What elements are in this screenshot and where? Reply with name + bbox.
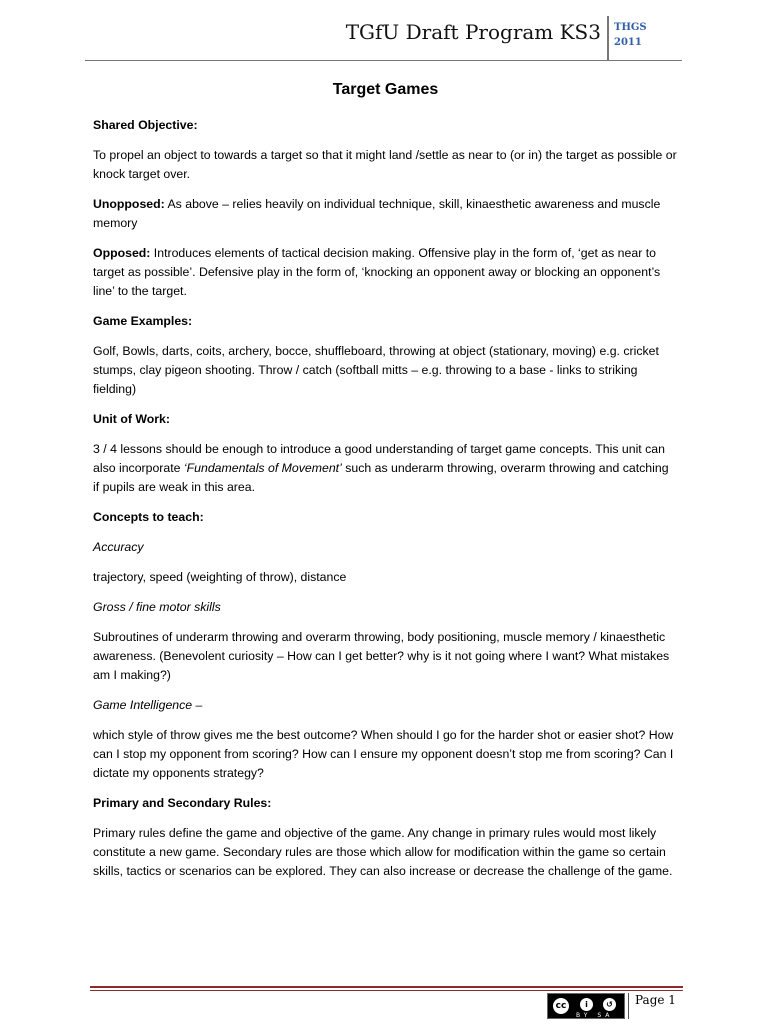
attribution-icon: i — [578, 996, 595, 1013]
header-divider — [607, 16, 609, 60]
opposed-paragraph — [93, 244, 678, 301]
unopposed-paragraph — [93, 195, 678, 233]
header-badge — [614, 20, 647, 50]
unit-of-work-text-before: 3 / 4 lessons should be enough to introduce a good understanding of target game concepts. This unit can also incorporate — [93, 442, 665, 475]
rules-text: Primary rules define the game and objective of the game. Any change in primary rules would most likely constitute a new game. Secondary rules are those which allow for modification within the game so certain skills, tactics or scenarios can be explored. They can also increase or decrease the challenge of the game. — [93, 826, 673, 878]
shared-objective-heading: Shared Objective: — [93, 118, 198, 132]
game-examples-text: Golf, Bowls, darts, coits, archery, bocce, shuffleboard, throwing at object (stationary, moving) e.g. cricket stumps, clay pigeon shooting. Throw / catch (softball mitts – e.g. throwing to a base - links to striking fielding) — [93, 344, 659, 396]
concepts-heading: Concepts to teach: — [93, 510, 204, 524]
shared-objective-text: To propel an object to towards a target so that it might land /settle as near to (or in) the target as possible or knock target over. — [93, 148, 677, 181]
creative-commons-by-sa-icon — [547, 993, 625, 1019]
header-rule — [85, 60, 682, 61]
game-intelligence-label: Game Intelligence – — [93, 698, 203, 712]
unit-of-work-heading: Unit of Work: — [93, 412, 170, 426]
accuracy-text: trajectory, speed (weighting of throw), distance — [93, 570, 347, 584]
rules-heading: Primary and Secondary Rules: — [93, 796, 272, 810]
footer-rule-thick — [90, 986, 683, 988]
license-label: BY SA — [576, 1012, 614, 1019]
motor-skills-label: Gross / fine motor skills — [93, 600, 221, 614]
header-badge-line2: 2011 — [614, 37, 642, 48]
unit-of-work-paragraph — [93, 440, 678, 497]
unopposed-text: As above – relies heavily on individual technique, skill, kinaesthetic awareness and muscle memory — [93, 197, 661, 230]
unit-of-work-text-after: such as underarm throwing, overarm throwing and catching if pupils are weak in this area. — [93, 461, 669, 494]
fundamentals-of-movement-term: ‘Fundamentals of Movement’ — [183, 461, 342, 475]
opposed-text: Introduces elements of tactical decision making. Offensive play in the form of, ‘get as near to target as possible’. Defensive play in the form of, ‘knocking an opponent away or blocking an opponent’s line’ to the target. — [93, 246, 661, 298]
game-examples-heading: Game Examples: — [93, 314, 193, 328]
footer-rule-thin — [90, 990, 683, 991]
footer-divider — [628, 993, 629, 1019]
motor-skills-text: Subroutines of underarm throwing and overarm throwing, body positioning, muscle memory / kinaesthetic awareness. (Benevolent curiosity – How can I get better? why is it not going where I want? What mistakes am I making?) — [93, 630, 670, 682]
document-body — [93, 80, 678, 892]
opposed-label: Opposed: — [93, 246, 151, 260]
document-header-title: TGfU Draft Program KS3 — [345, 20, 601, 44]
document-title: Target Games — [332, 81, 439, 98]
unopposed-label: Unopposed: — [93, 197, 165, 211]
cc-icon: cc — [551, 996, 571, 1016]
game-intelligence-text: which style of throw gives me the best outcome? When should I go for the harder shot or easier shot? How can I stop my opponent from scoring? How can I ensure my opponent doesn’t stop me from scoring? Can I dictate my opponents strategy? — [93, 728, 674, 780]
share-alike-icon: ↺ — [601, 996, 618, 1013]
header-badge-line1: THGS — [614, 22, 647, 33]
accuracy-label: Accuracy — [93, 540, 144, 554]
page-number: Page 1 — [635, 993, 676, 1007]
